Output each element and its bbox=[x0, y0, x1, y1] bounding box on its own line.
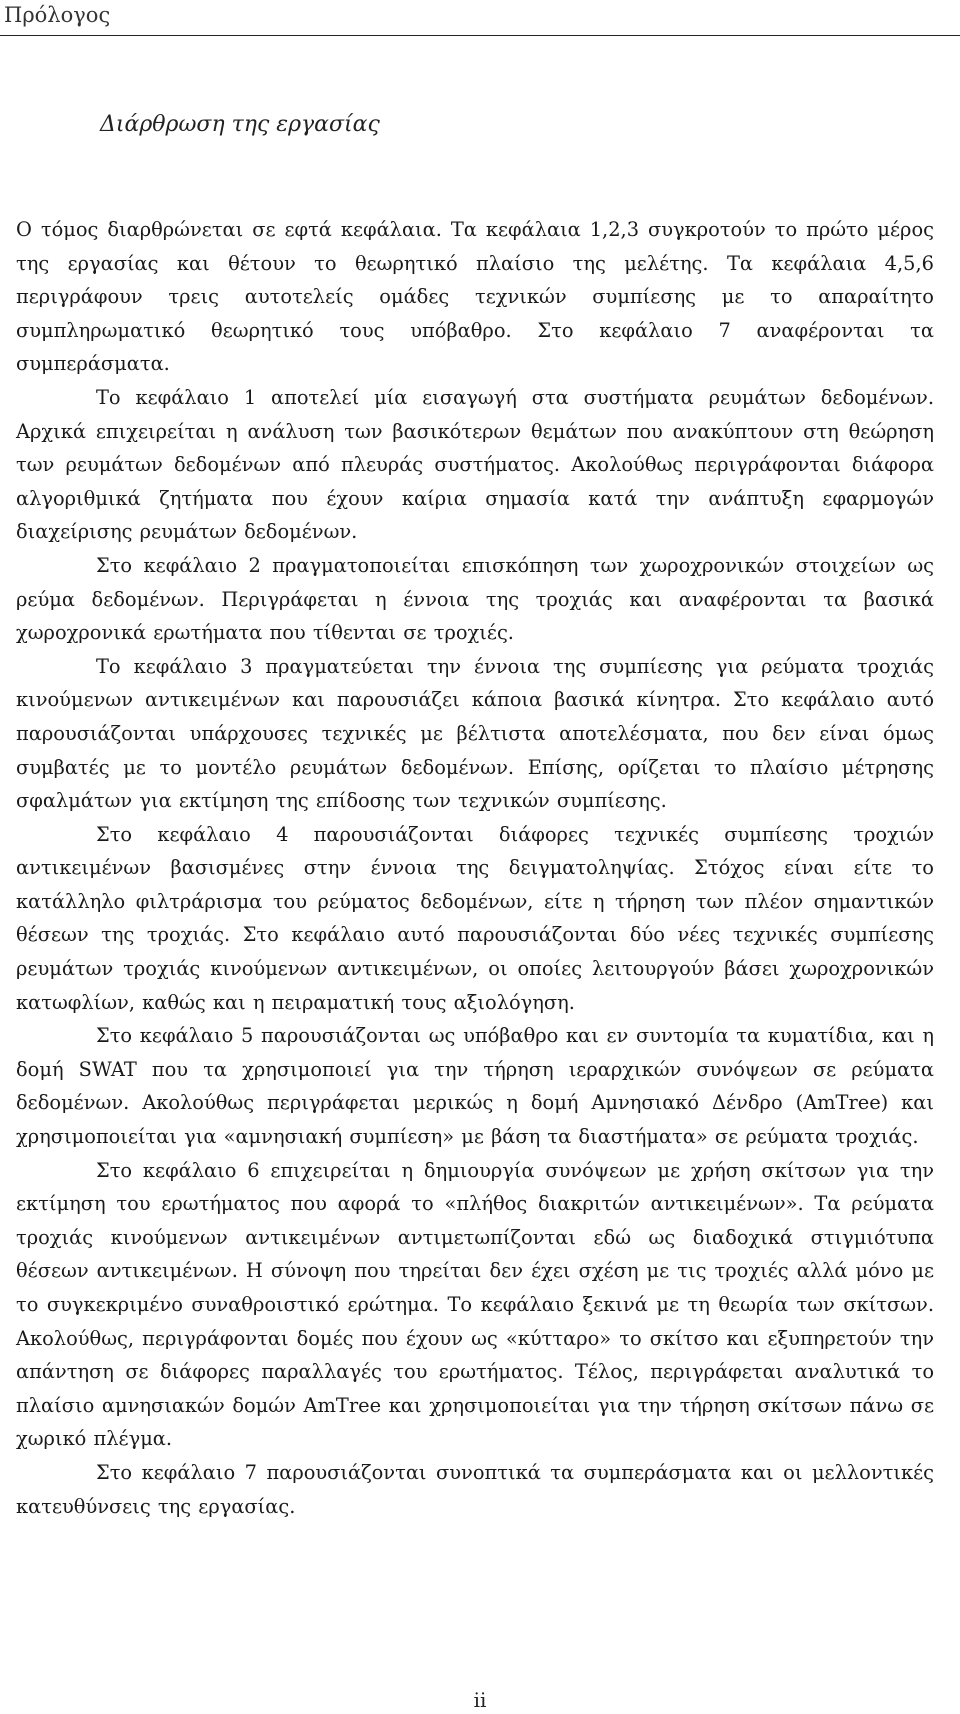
body-text bbox=[16, 213, 934, 1523]
paragraph-chapter-4: Στο κεφάλαιο 4 παρουσιάζονται διάφορες τεχνικές συμπίεσης τροχιών αντικειμένων βασισμένες στην έννοια της δειγματοληψίας. Στόχος είναι είτε το κατάλληλο φιλτράρισμα του ρεύματος δεδομένων, είτε η τήρηση των πλέον σημαντικών θέσεων της τροχιάς. Στο κεφάλαιο αυτό παρουσιάζονται δύο νέες τεχνικές συμπίεσης ρευμάτων τροχιάς κινούμενων αντικειμένων, οι οποίες λειτουργούν βάσει χωροχρονικών κατωφλίων, καθώς και η πειραματική τους αξιολόγηση. bbox=[16, 822, 934, 1014]
paragraph-chapter-1: Το κεφάλαιο 1 αποτελεί μία εισαγωγή στα συστήματα ρευμάτων δεδομένων. Αρχικά επιχειρείται η ανάλυση των βασικότερων θεμάτων που ανακύπτουν στη θεώρηση των ρευμάτων δεδομένων από πλευράς συστήματος. Ακολούθως περιγράφονται διάφορα αλγοριθμικά ζητήματα που έχουν καίρια σημασία κατά την ανάπτυξη εφαρμογών διαχείρισης ρευμάτων δεδομένων. bbox=[16, 385, 934, 544]
paragraph-overview: Ο τόμος διαρθρώνεται σε εφτά κεφάλαια. Τα κεφάλαια 1,2,3 συγκροτούν το πρώτο μέρος της εργασίας και θέτουν το θεωρητικό πλαίσιο της μελέτης. Τα κεφάλαια 4,5,6 περιγράφουν τρεις αυτοτελείς ομάδες τεχνικών συμπίεσης με το απαραίτητο συμπληρωματικό θεωρητικό τους υπόβαθρο. Στο κεφάλαιο 7 αναφέρονται τα συμπεράσματα. bbox=[16, 218, 934, 376]
paragraph-chapter-3: Το κεφάλαιο 3 πραγματεύεται την έννοια της συμπίεσης για ρεύματα τροχιάς κινούμενων αντικειμένων και παρουσιάζει κάποια βασικά κίνητρα. Στο κεφάλαιο αυτό παρουσιάζονται υπάρχουσες τεχνικές με βέλτιστα αποτελέσματα, που δεν είναι όμως συμβατές με το μοντέλο ρευμάτων δεδομένων. Επίσης, ορίζεται το πλαίσιο μέτρησης σφαλμάτων για εκτίμηση της επίδοσης των τεχνικών συμπίεσης. bbox=[16, 654, 934, 813]
running-header bbox=[0, 0, 960, 36]
page-number: ii bbox=[473, 1688, 487, 1712]
paragraph-chapter-2: Στο κεφάλαιο 2 πραγματοποιείται επισκόπηση των χωροχρονικών στοιχείων ως ρεύμα δεδομένων. Περιγράφεται η έννοια της τροχιάς και αναφέρονται τα βασικά χωροχρονικά ερωτήματα που τίθενται σε τροχιές. bbox=[16, 553, 934, 645]
paragraph-chapter-7: Στο κεφάλαιο 7 παρουσιάζονται συνοπτικά τα συμπεράσματα και οι μελλοντικές κατευθύνσεις της εργασίας. bbox=[16, 1460, 934, 1518]
section-title: Διάρθρωση της εργασίας bbox=[100, 112, 380, 137]
paragraph-chapter-6: Στο κεφάλαιο 6 επιχειρείται η δημιουργία συνόψεων με χρήση σκίτσων για την εκτίμηση του ερωτήματος που αφορά το «πλήθος διακριτών αντικειμένων». Τα ρεύματα τροχιάς κινούμενων αντικειμένων αντιμετωπίζονται εδώ ως διαδοχικά στιγμιότυπα θέσεων αντικειμένων. Η σύνοψη που τηρείται δεν έχει σχέση με τις τροχιές αλλά μόνο με το συγκεκριμένο συναθροιστικό ερώτημα. Το κεφάλαιο ξεκινά με τη θεωρία των σκίτσων. Ακολούθως, περιγράφονται δομές που έχουν ως «κύτταρο» το σκίτσο και εξυπηρετούν την απάντηση σε διάφορες παραλλαγές του ερωτήματος. Τέλος, περιγράφεται αναλυτικά το πλαίσιο αμνησιακών δομών AmTree και χρησιμοποιείται για την τήρηση σκίτσων πάνω σε χωρικό πλέγμα. bbox=[16, 1158, 934, 1451]
paragraph-chapter-5: Στο κεφάλαιο 5 παρουσιάζονται ως υπόβαθρο και εν συντομία τα κυματίδια, και η δομή SWAT που τα χρησιμοποιεί για την τήρηση ιεραρχικών συνόψεων σε ρεύματα δεδομένων. Ακολούθως περιγράφεται μερικώς η δομή Αμνησιακό Δένδρο (AmTree) και χρησιμοποιείται για «αμνησιακή συμπίεση» με βάση τα διαστήματα» σε ρεύματα τροχιάς. bbox=[16, 1024, 934, 1149]
running-header-title: Πρόλογος bbox=[4, 3, 111, 27]
